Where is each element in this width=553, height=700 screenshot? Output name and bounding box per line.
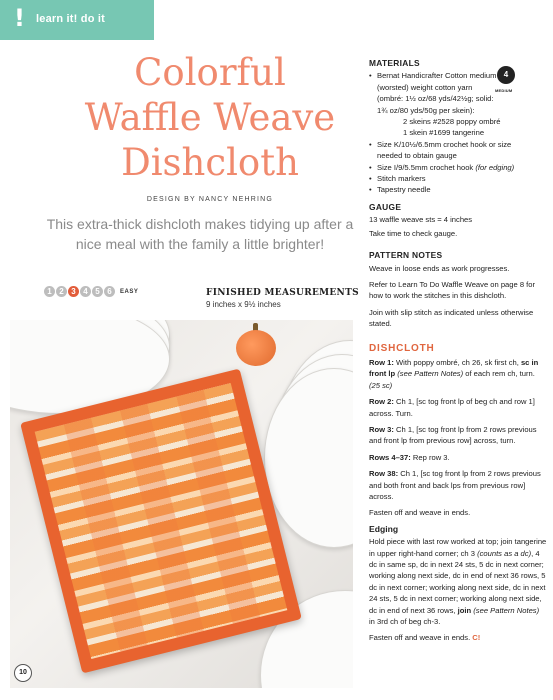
pattern-note: Refer to Learn To Do Waffle Weave on page 8 for how to work the stitches in this dishcloth. [369, 279, 536, 301]
row-38-instruction: Row 38: Ch 1, [sc tog front lp from 2 rows previous and both front and back lps from previous row] across. [369, 469, 541, 501]
materials-item: • Size I/9/5.5mm crochet hook (for edging) [369, 162, 547, 173]
section-label: learn it! do it [36, 13, 105, 25]
dishcloth-image [20, 368, 302, 673]
gauge-line-1: 13 waffle weave sts = 4 inches [369, 215, 473, 225]
materials-item: • Bernat Handicrafter Cotton medium (worsted) weight cotton yarn (ombré: 1½ oz/68 yds/42½g; solid: 1¾ oz/80 yds/50g per skein): 2 skeins #2528 poppy ombré 1 skein #1699 tangerine [369, 70, 547, 138]
page-title [60, 50, 360, 185]
designer-credit: DESIGN BY NANCY NEHRING [146, 196, 274, 203]
end-mark-icon: C! [472, 633, 481, 643]
yarn-weight-label: MEDIUM [495, 88, 513, 93]
pattern-notes-heading: PATTERN NOTES [369, 250, 443, 261]
pumpkin-image [236, 330, 276, 366]
title-line-3: Dishcloth [121, 141, 299, 184]
fasten-off-text: Fasten off and weave in ends. [369, 508, 471, 518]
section-tab [0, 0, 154, 40]
title-line-1: Colorful [134, 51, 286, 94]
title-line-2: Waffle Weave [84, 96, 336, 139]
edging-instruction: Hold piece with last row worked at top; join tangerine in upper right-hand corner; ch 3 (counts as a dc), 4 dc in same sp, dc in next 24 sts, 5 dc in next corner; working along next side, dc in end of next 36 rows, 5 dc in next corner; working along next side, dc in next 24 sts, 5 dc in next corner; working along next side, dc in end of next 36 rows, join (see Pattern Notes) in 3rd ch of beg ch-3. [369, 537, 547, 627]
instructions-column [369, 58, 547, 649]
skill-dot-6: 6 [104, 286, 115, 297]
skill-dot-1: 1 [44, 286, 55, 297]
edging-fasten-text: Fasten off and weave in ends. C! [369, 633, 481, 643]
yarn-color-2: 1 skein #1699 tangerine [403, 128, 485, 138]
gauge-line-2: Take time to check gauge. [369, 228, 458, 238]
materials-item: • Tapestry needle [369, 184, 547, 195]
rows-4-37-instruction: Rows 4–37: Rep row 3. [369, 452, 450, 462]
skill-level [44, 286, 138, 297]
edging-heading: Edging [369, 523, 399, 534]
yarn-color-1: 2 skeins #2528 poppy ombré [403, 117, 501, 127]
finished-measurements-heading: FINISHED MEASUREMENTS [206, 288, 359, 298]
gauge-heading: GAUGE [369, 201, 402, 212]
row-2-instruction: Row 2: Ch 1, [sc tog front lp of beg ch and row 1] across. Turn. [369, 397, 535, 418]
skill-dot-4: 4 [80, 286, 91, 297]
dishcloth-pattern-overlay [35, 383, 288, 659]
intro-text: This extra-thick dishcloth makes tidying up after a nice meal with the family a little brighter! [46, 216, 354, 252]
skill-dot-5: 5 [92, 286, 103, 297]
skill-dot-3: 3 [68, 286, 79, 297]
materials-item: • Stitch markers [369, 173, 547, 184]
yarn-weight-icon: 4 [497, 66, 515, 84]
row-1-instruction: Row 1: With poppy ombré, ch 26, sk first ch, sc in front lp (see Pattern Notes) of each rem ch, turn. (25 sc) [369, 357, 539, 390]
materials-item: • Size K/10½/6.5mm crochet hook or size needed to obtain gauge [369, 139, 547, 162]
row-3-instruction: Row 3: Ch 1, [sc tog front lp from 2 rows previous and front lp from previous row] across, turn. [369, 424, 537, 446]
dishcloth-photo [10, 320, 353, 688]
materials-list [369, 70, 547, 195]
page-number: 10 [14, 664, 32, 682]
exclamation-icon: ! [14, 4, 25, 32]
pattern-note: Join with slip stitch as indicated unless otherwise stated. [369, 307, 534, 329]
pattern-note: Weave in loose ends as work progresses. [369, 263, 510, 273]
skill-dot-2: 2 [56, 286, 67, 297]
dishcloth-heading: DISHCLOTH [369, 342, 435, 354]
skill-label: EASY [120, 288, 139, 295]
finished-measurements-value: 9 inches x 9½ inches [206, 300, 281, 309]
materials-heading: MATERIALS [369, 58, 420, 68]
